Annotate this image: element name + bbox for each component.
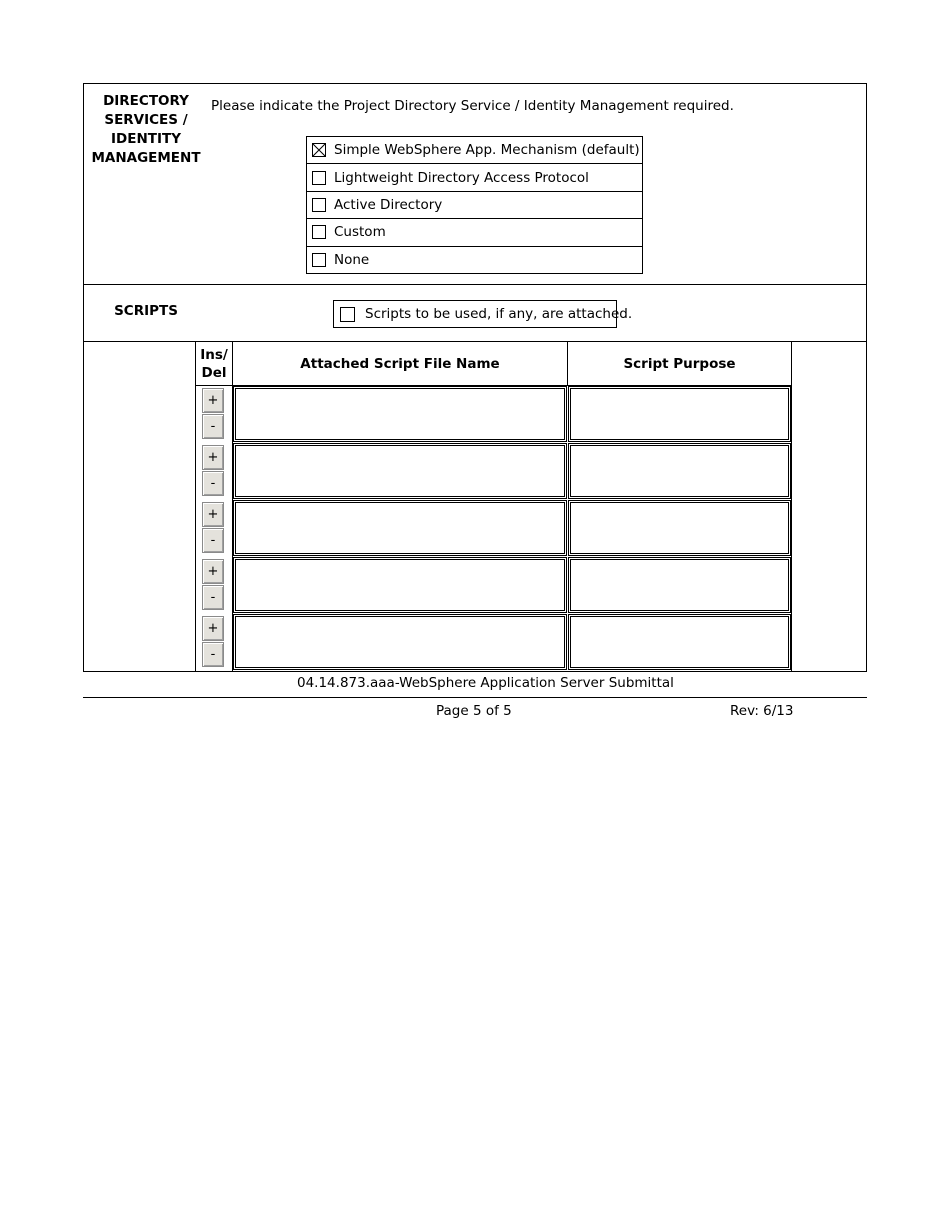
script-filename-input[interactable] [233, 614, 567, 670]
directory-option[interactable] [307, 247, 642, 274]
insert-row-button[interactable]: + [202, 559, 224, 584]
column-header-text: Del [201, 364, 227, 381]
directory-label-line: IDENTITY [111, 131, 181, 147]
scripts-section-label: SCRIPTS [114, 303, 178, 319]
revision-label: Rev: 6/13 [730, 703, 794, 719]
directory-label-line: SERVICES / [104, 112, 188, 128]
directory-option[interactable] [307, 219, 642, 246]
checkbox[interactable] [312, 171, 326, 185]
document-title: 04.14.873.aaa-WebSphere Application Server Submittal [297, 675, 674, 691]
x-mark-icon [313, 144, 325, 156]
insert-row-button[interactable]: + [202, 502, 224, 527]
delete-row-button[interactable]: - [202, 642, 224, 667]
scripts-attached-option[interactable] [333, 300, 633, 328]
option-label: Custom [334, 224, 386, 241]
directory-option-list [306, 136, 643, 274]
scripts-attached-label: Scripts to be used, if any, are attached. [365, 306, 633, 322]
directory-option[interactable] [307, 192, 642, 219]
script-filename-input[interactable] [233, 443, 567, 499]
insert-row-button[interactable]: + [202, 616, 224, 641]
column-header-insdel [196, 343, 232, 384]
table-grid-line [195, 341, 196, 672]
option-label: Active Directory [334, 196, 443, 213]
column-header-text: Ins/ [200, 346, 228, 363]
directory-prompt: Please indicate the Project Directory Service / Identity Management required. [211, 98, 734, 114]
section-divider [83, 341, 867, 342]
script-filename-input[interactable] [233, 500, 567, 556]
page-number: Page 5 of 5 [436, 703, 512, 719]
delete-row-button[interactable]: - [202, 585, 224, 610]
option-label: Simple WebSphere App. Mechanism (default) [334, 142, 640, 159]
script-purpose-input[interactable] [568, 443, 791, 499]
table-grid-line [791, 341, 792, 672]
checkbox[interactable] [340, 307, 355, 322]
insert-row-button[interactable]: + [202, 445, 224, 470]
footer-divider [83, 697, 867, 698]
directory-option[interactable] [307, 164, 642, 191]
insert-row-button[interactable]: + [202, 388, 224, 413]
directory-section-label [88, 92, 204, 168]
script-filename-input[interactable] [233, 386, 567, 442]
checkbox[interactable] [312, 198, 326, 212]
directory-label-line: MANAGEMENT [91, 150, 201, 166]
script-filename-input[interactable] [233, 557, 567, 613]
delete-row-button[interactable]: - [202, 414, 224, 439]
script-purpose-input[interactable] [568, 500, 791, 556]
script-purpose-input[interactable] [568, 614, 791, 670]
option-label: Lightweight Directory Access Protocol [334, 169, 589, 186]
column-header-purpose: Script Purpose [623, 355, 736, 372]
directory-label-line: DIRECTORY [103, 93, 189, 109]
column-header-filename: Attached Script File Name [300, 355, 500, 372]
checkbox[interactable] [312, 253, 326, 267]
delete-row-button[interactable]: - [202, 471, 224, 496]
delete-row-button[interactable]: - [202, 528, 224, 553]
section-divider [83, 284, 867, 285]
script-purpose-input[interactable] [568, 386, 791, 442]
checkbox[interactable] [312, 225, 326, 239]
script-purpose-input[interactable] [568, 557, 791, 613]
checkbox-checked[interactable] [312, 143, 326, 157]
option-label: None [334, 252, 370, 269]
directory-option[interactable] [307, 137, 642, 164]
